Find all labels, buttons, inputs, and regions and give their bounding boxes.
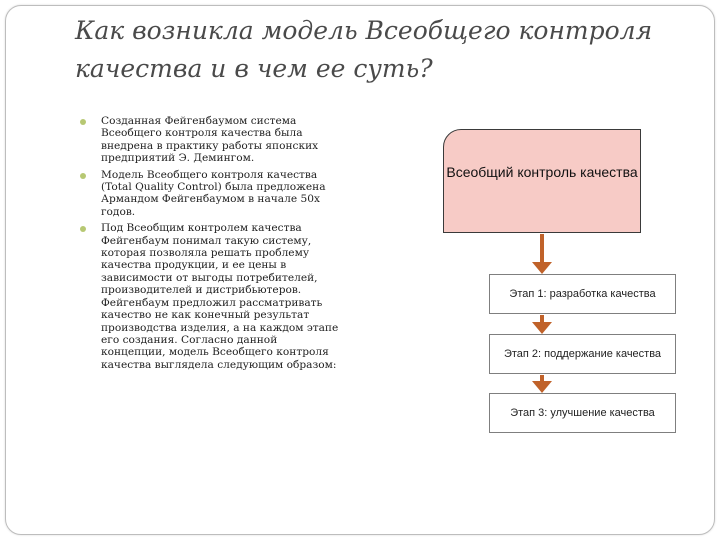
- bullet-list: [80, 115, 345, 375]
- bullet-dot-icon: [80, 119, 86, 125]
- down-arrow-icon: [532, 315, 552, 334]
- bullet-item: [80, 115, 345, 165]
- stage-box-1: [489, 274, 676, 314]
- main-box: [443, 129, 641, 233]
- bullet-text: Модель Всеобщего контроля качества (Total Quality Control) была предложена Армандом Фейгенбаумом в начале 50х годов.: [101, 168, 326, 218]
- bullet-text: Под Всеобщим контролем качества Фейгенбаум понимал такую систему, которая позволяла решать проблему качества продукции, и ее цены в зависимости от выгоды потребителей, производителей и дистрибьютеров. Фейгенбаум предложил рассматривать качество не как конечный результат производства изделия, а на каждом этапе его создания. Согласно данной концепции, модель Всеобщего контроля качества выглядела следующим образом:: [101, 222, 339, 371]
- bullet-item: [80, 169, 345, 219]
- bullet-dot-icon: [80, 173, 86, 179]
- bullet-dot-icon: [80, 226, 86, 232]
- stage-label: Этап 3: улучшение качества: [510, 407, 655, 419]
- stage-label: Этап 2: поддержание качества: [503, 348, 662, 360]
- bullet-text: Созданная Фейгенбаумом система Всеобщего контроля качества была внедрена в практику работы японских предприятий Э. Демингом.: [101, 115, 319, 165]
- stage-label: Этап 1: разработка качества: [509, 288, 656, 300]
- bullet-item: [80, 222, 345, 371]
- stage-box-3: [489, 393, 676, 433]
- down-arrow-icon: [532, 234, 552, 274]
- main-box-label: Всеобщий контроль качества: [446, 164, 638, 180]
- down-arrow-icon: [532, 375, 552, 393]
- slide-title: Как возникла модель Всеобщего контроля качества и в чем ее суть?: [75, 16, 653, 83]
- stage-box-2: [489, 334, 676, 374]
